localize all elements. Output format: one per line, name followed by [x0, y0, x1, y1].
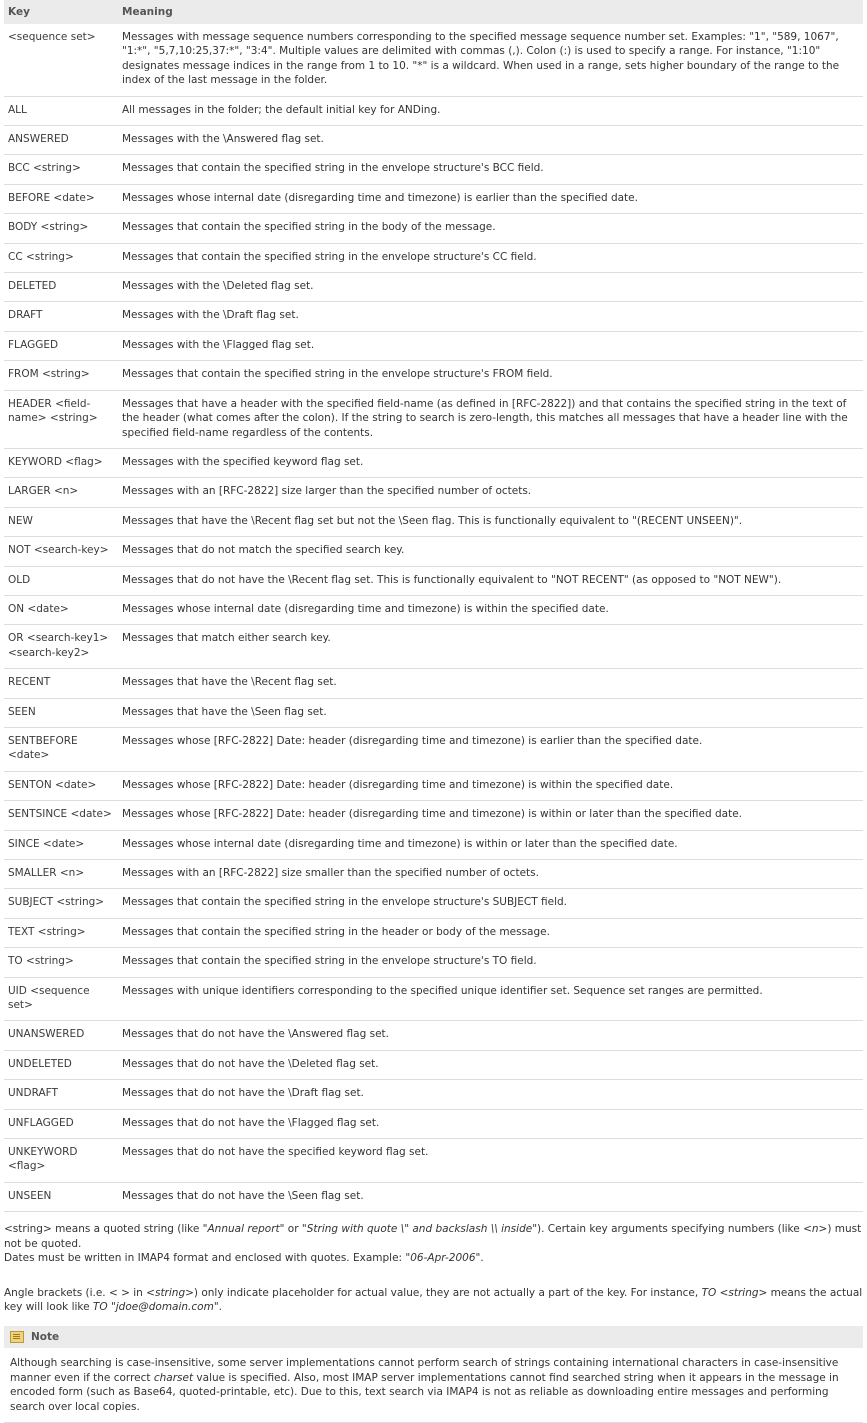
table-row: [4, 1021, 863, 1050]
key-cell: RECENT: [4, 669, 118, 698]
table-row: [4, 727, 863, 771]
key-cell: OR <search-key1> <search-key2>: [4, 625, 118, 669]
meaning-cell: Messages whose internal date (disregarding time and timezone) is within or later than the specified date.: [118, 830, 863, 859]
meaning-cell: Messages whose [RFC-2822] Date: header (disregarding time and timezone) is within or later than the specified date.: [118, 801, 863, 830]
meaning-cell: Messages that contain the specified string in the envelope structure's TO field.: [118, 948, 863, 977]
key-cell: SEEN: [4, 698, 118, 727]
table-row: [4, 698, 863, 727]
meaning-cell: Messages that contain the specified string in the envelope structure's BCC field.: [118, 155, 863, 184]
key-cell: SINCE <date>: [4, 830, 118, 859]
table-row: [4, 537, 863, 566]
note-box-header: [4, 1326, 863, 1348]
table-row: [4, 331, 863, 360]
table-row: [4, 595, 863, 624]
table-row: [4, 273, 863, 302]
table-row: [4, 126, 863, 155]
meaning-cell: Messages that do not have the \Deleted flag set.: [118, 1050, 863, 1079]
key-cell: ALL: [4, 96, 118, 125]
table-row: [4, 361, 863, 390]
header-meaning: Meaning: [118, 0, 863, 24]
meaning-cell: Messages that have the \Recent flag set but not the \Seen flag. This is functionally equivalent to "(RECENT UNSEEN)".: [118, 507, 863, 536]
meaning-cell: Messages with unique identifiers corresponding to the specified unique identifier set. Sequence set ranges are permitted.: [118, 977, 863, 1021]
table-row: [4, 1109, 863, 1138]
meaning-cell: Messages that contain the specified string in the envelope structure's FROM field.: [118, 361, 863, 390]
key-cell: SENTON <date>: [4, 771, 118, 800]
table-row: [4, 243, 863, 272]
date-note: Dates must be written in IMAP4 format and enclosed with quotes. Example: "06-Apr-2006".: [4, 1252, 484, 1265]
table-row: [4, 507, 863, 536]
header-key: Key: [4, 0, 118, 24]
meaning-cell: Messages that do not have the \Seen flag set.: [118, 1182, 863, 1211]
meaning-cell: Messages that do not have the \Answered flag set.: [118, 1021, 863, 1050]
key-cell: DRAFT: [4, 302, 118, 331]
key-cell: BCC <string>: [4, 155, 118, 184]
meaning-cell: Messages whose [RFC-2822] Date: header (disregarding time and timezone) is within the specified date.: [118, 771, 863, 800]
key-cell: SENTBEFORE <date>: [4, 727, 118, 771]
meaning-cell: All messages in the folder; the default initial key for ANDing.: [118, 96, 863, 125]
table-row: [4, 948, 863, 977]
key-cell: OLD: [4, 566, 118, 595]
key-cell: <sequence set>: [4, 24, 118, 96]
table-header-row: [4, 0, 863, 24]
meaning-cell: Messages with the \Draft flag set.: [118, 302, 863, 331]
table-row: [4, 390, 863, 448]
key-cell: UNKEYWORD <flag>: [4, 1139, 118, 1183]
meaning-cell: Messages that have a header with the specified field-name (as defined in [RFC-2822]) and that contains the specified string in the text of the header (what comes after the colon). If the string to search is zero-length, this matches all messages that have a header line with the specified field-name regardless of the contents.: [118, 390, 863, 448]
note-icon: [10, 1331, 24, 1343]
key-cell: FLAGGED: [4, 331, 118, 360]
meaning-cell: Messages with an [RFC-2822] size larger than the specified number of octets.: [118, 478, 863, 507]
table-row: [4, 155, 863, 184]
key-cell: HEADER <field-name> <string>: [4, 390, 118, 448]
table-row: [4, 1182, 863, 1211]
key-cell: NOT <search-key>: [4, 537, 118, 566]
table-row: [4, 830, 863, 859]
table-row: [4, 860, 863, 889]
table-row: [4, 771, 863, 800]
meaning-cell: Messages that contain the specified string in the body of the message.: [118, 214, 863, 243]
key-cell: DELETED: [4, 273, 118, 302]
notes-section: [4, 1222, 863, 1314]
table-row: [4, 801, 863, 830]
table-row: [4, 889, 863, 918]
table-row: [4, 478, 863, 507]
key-cell: SMALLER <n>: [4, 860, 118, 889]
table-row: [4, 448, 863, 477]
meaning-cell: Messages with the \Deleted flag set.: [118, 273, 863, 302]
meaning-cell: Messages with an [RFC-2822] size smaller than the specified number of octets.: [118, 860, 863, 889]
table-row: [4, 625, 863, 669]
key-cell: UNDRAFT: [4, 1080, 118, 1109]
meaning-cell: Messages that contain the specified string in the envelope structure's CC field.: [118, 243, 863, 272]
meaning-cell: Messages that do not match the specified search key.: [118, 537, 863, 566]
meaning-cell: Messages that have the \Seen flag set.: [118, 698, 863, 727]
meaning-cell: Messages whose internal date (disregarding time and timezone) is within the specified date.: [118, 595, 863, 624]
key-cell: ANSWERED: [4, 126, 118, 155]
meaning-cell: Messages that have the \Recent flag set.: [118, 669, 863, 698]
table-row: [4, 1050, 863, 1079]
meaning-cell: Messages with message sequence numbers corresponding to the specified message sequence number set. Examples: "1", "589, 1067", "1:*", "5,7,10:25,37:*", "3:4". Multiple values are delimited with commas (,). Colon (:) is used to specify a range. For instance, "1:10" designates message indices in the range from 1 to 10. "*" is a wildcard. When used in a range, sets higher boundary of the range to the index of the last message in the folder.: [118, 24, 863, 96]
search-keys-table: [4, 0, 863, 1212]
table-row: [4, 1139, 863, 1183]
key-cell: UNFLAGGED: [4, 1109, 118, 1138]
meaning-cell: Messages that contain the specified string in the envelope structure's SUBJECT field.: [118, 889, 863, 918]
table-row: [4, 669, 863, 698]
table-row: [4, 24, 863, 96]
meaning-cell: Messages that do not have the \Draft flag set.: [118, 1080, 863, 1109]
key-cell: LARGER <n>: [4, 478, 118, 507]
meaning-cell: Messages with the \Answered flag set.: [118, 126, 863, 155]
meaning-cell: Messages whose [RFC-2822] Date: header (disregarding time and timezone) is earlier than the specified date.: [118, 727, 863, 771]
key-cell: NEW: [4, 507, 118, 536]
meaning-cell: Messages with the specified keyword flag set.: [118, 448, 863, 477]
table-row: [4, 96, 863, 125]
meaning-cell: Messages that do not have the \Flagged flag set.: [118, 1109, 863, 1138]
table-row: [4, 302, 863, 331]
key-cell: KEYWORD <flag>: [4, 448, 118, 477]
key-cell: ON <date>: [4, 595, 118, 624]
table-body: [4, 24, 863, 1212]
key-cell: CC <string>: [4, 243, 118, 272]
meaning-cell: Messages that do not have the specified keyword flag set.: [118, 1139, 863, 1183]
table-row: [4, 977, 863, 1021]
key-cell: SUBJECT <string>: [4, 889, 118, 918]
key-cell: SENTSINCE <date>: [4, 801, 118, 830]
key-cell: TO <string>: [4, 948, 118, 977]
table-row: [4, 184, 863, 213]
meaning-cell: Messages that match either search key.: [118, 625, 863, 669]
angle-brackets-note: Angle brackets (i.e. < > in <string>) only indicate placeholder for actual value, they are not actually a part of the key. For instance, TO <string> means the actual key will look like TO "jdoe@domain.com".: [4, 1286, 863, 1313]
table-row: [4, 214, 863, 243]
key-cell: UNSEEN: [4, 1182, 118, 1211]
meaning-cell: Messages with the \Flagged flag set.: [118, 331, 863, 360]
string-note: <string> means a quoted string (like "Annual report" or "String with quote \" and backslash \\ inside"). Certain key arguments specifying numbers (like <n>) must not be quoted.: [4, 1223, 862, 1250]
key-cell: UNANSWERED: [4, 1021, 118, 1050]
table-row: [4, 918, 863, 947]
meaning-cell: Messages that do not have the \Recent flag set. This is functionally equivalent to "NOT RECENT" (as opposed to "NOT NEW").: [118, 566, 863, 595]
table-row: [4, 566, 863, 595]
key-cell: BEFORE <date>: [4, 184, 118, 213]
key-cell: TEXT <string>: [4, 918, 118, 947]
key-cell: UID <sequence set>: [4, 977, 118, 1021]
meaning-cell: Messages that contain the specified string in the header or body of the message.: [118, 918, 863, 947]
note-title: Note: [31, 1331, 60, 1344]
table-row: [4, 1080, 863, 1109]
key-cell: BODY <string>: [4, 214, 118, 243]
key-cell: UNDELETED: [4, 1050, 118, 1079]
note-box-body: Although searching is case-insensitive, some server implementations cannot perform search of strings containing international characters in case-insensitive manner even if the correct charset value is specified. Also, most IMAP server implementations cannot find searched string when it appears in the message in encoded form (such as Base64, quoted-printable, etc). Due to this, text search via IMAP4 is not as reliable as downloading entire messages and performing search over local copies.: [4, 1348, 863, 1423]
key-cell: FROM <string>: [4, 361, 118, 390]
meaning-cell: Messages whose internal date (disregarding time and timezone) is earlier than the specified date.: [118, 184, 863, 213]
